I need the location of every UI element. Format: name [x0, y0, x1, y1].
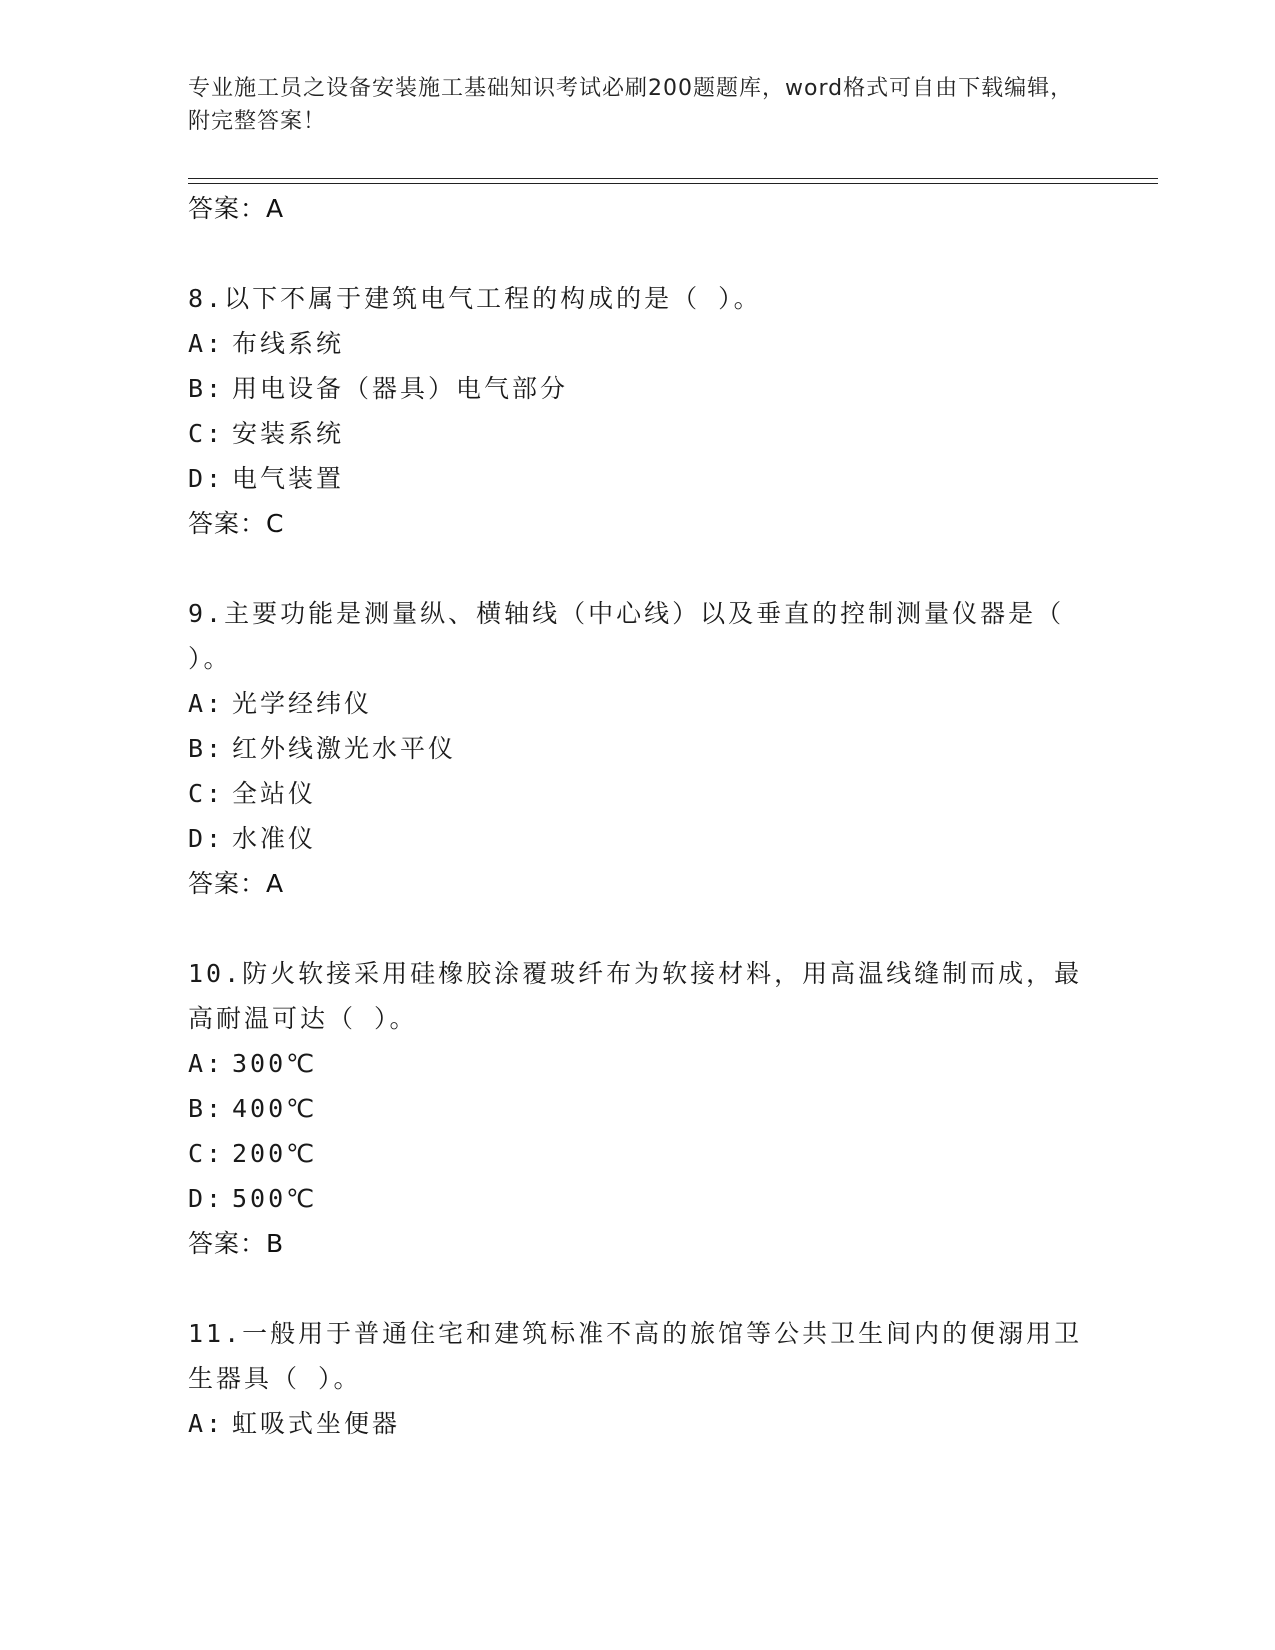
header-divider-top	[188, 178, 1158, 179]
option-a	[188, 1401, 1088, 1446]
option-key: D:	[188, 1184, 225, 1213]
option-text: 红外线激光水平仪	[232, 734, 457, 763]
document-body	[188, 186, 1088, 1490]
question-item	[188, 591, 1088, 907]
option-text: 电气装置	[232, 464, 345, 493]
option-text: 安装系统	[232, 419, 345, 448]
answer-line: 答案：A	[188, 869, 285, 898]
option-a	[188, 321, 1088, 366]
document-header: 专业施工员之设备安装施工基础知识考试必刷200题题库，word格式可自由下载编辑，附完整答案！	[188, 76, 1074, 134]
question-text: 11.一般用于普通住宅和建筑标准不高的旅馆等公共卫生间内的便溺用卫生器具（ ）。	[188, 1319, 1083, 1393]
option-b	[188, 1086, 1088, 1131]
option-c	[188, 1131, 1088, 1176]
option-key: D:	[188, 824, 225, 853]
option-c	[188, 411, 1088, 456]
question-item	[188, 1311, 1088, 1446]
question-item	[188, 951, 1088, 1267]
option-text: 光学经纬仪	[232, 689, 373, 718]
option-key: D:	[188, 464, 225, 493]
option-text: 水准仪	[232, 824, 317, 853]
answer-line: 答案：A	[188, 194, 285, 223]
option-key: A:	[188, 329, 225, 358]
option-key: A:	[188, 1049, 225, 1078]
question-text: 10.防火软接采用硅橡胶涂覆玻纤布为软接材料，用高温线缝制而成，最高耐温可达（ ）。	[188, 959, 1083, 1033]
option-key: C:	[188, 779, 225, 808]
option-text: 300℃	[232, 1049, 318, 1078]
option-text: 500℃	[232, 1184, 318, 1213]
option-text: 200℃	[232, 1139, 318, 1168]
option-d	[188, 456, 1088, 501]
answer-line: 答案：C	[188, 509, 285, 538]
option-d	[188, 816, 1088, 861]
option-key: B:	[188, 374, 225, 403]
option-key: C:	[188, 1139, 225, 1168]
header-divider-bottom	[188, 183, 1158, 184]
option-b	[188, 366, 1088, 411]
option-key: B:	[188, 734, 225, 763]
option-text: 用电设备（器具）电气部分	[232, 374, 569, 403]
answer-line: 答案：B	[188, 1229, 285, 1258]
option-text: 虹吸式坐便器	[232, 1409, 401, 1438]
option-text: 全站仪	[232, 779, 317, 808]
option-key: B:	[188, 1094, 225, 1123]
option-a	[188, 1041, 1088, 1086]
option-text: 400℃	[232, 1094, 318, 1123]
question-item	[188, 276, 1088, 547]
option-key: A:	[188, 1409, 225, 1438]
option-b	[188, 726, 1088, 771]
question-text: 9.主要功能是测量纵、横轴线（中心线）以及垂直的控制测量仪器是（ ）。	[188, 599, 1065, 673]
option-text: 布线系统	[232, 329, 345, 358]
option-d	[188, 1176, 1088, 1221]
option-key: A:	[188, 689, 225, 718]
option-key: C:	[188, 419, 225, 448]
option-c	[188, 771, 1088, 816]
option-a	[188, 681, 1088, 726]
question-text: 8.以下不属于建筑电气工程的构成的是（ ）。	[188, 284, 762, 313]
